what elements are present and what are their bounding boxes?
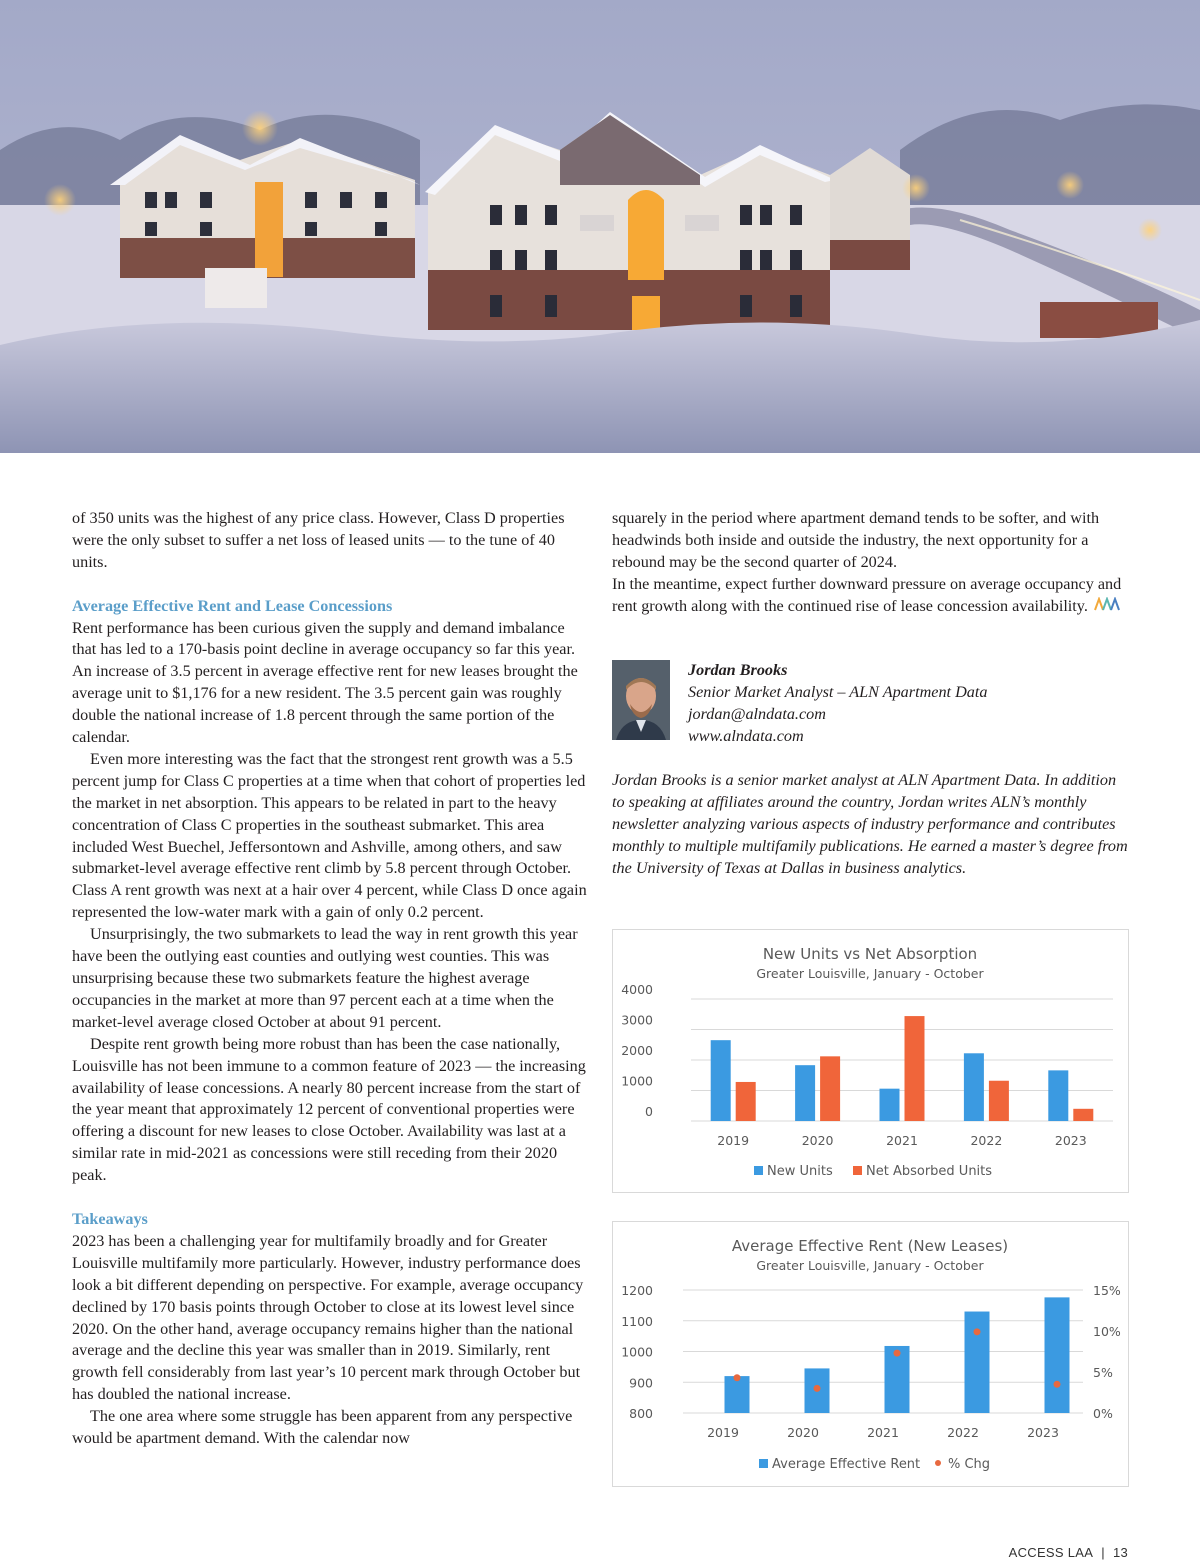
chart2-title: Average Effective Rent (New Leases) (731, 1237, 1009, 1255)
hero-photo (0, 0, 1200, 453)
bar-average-effective-rent-2019 (725, 1376, 750, 1413)
author-bio: Jordan Brooks is a senior market analyst at ALN Apartment Data. In addition to speaking at affiliates around the country, Jordan writes ALN’s monthly newsletter analyzing various aspects of industry performance and contributes monthly to multiple multifamily publications. He earned a master’s degree from the University of Texas at Dallas in business analytics. (612, 771, 1128, 877)
x-tick-label: 2020 (801, 1133, 834, 1148)
bar-new-units-2019 (711, 1040, 731, 1121)
x-tick-label: 2022 (947, 1425, 979, 1440)
y-left-tick-label: 800 (629, 1406, 653, 1421)
point-pct-chg-2021 (894, 1350, 901, 1357)
y-right-tick-label: 15% (1093, 1283, 1121, 1298)
paragraph-text: In the meantime, expect further downward pressure on average occupancy and rent growth along with the continued rise of lease concession availability. (612, 574, 1122, 615)
publication-name: ACCESS LAA (1008, 1545, 1094, 1560)
chart-average-effective-rent (612, 1221, 1129, 1487)
legend-average-effective-rent: Average Effective Rent (772, 1457, 921, 1472)
bar-new-units-2021 (880, 1089, 900, 1121)
paragraph (72, 1034, 590, 1187)
legend-swatch-net-absorbed-units (853, 1166, 862, 1175)
paragraph (612, 574, 1132, 618)
author-headshot (612, 660, 670, 740)
bar-average-effective-rent-2023 (1045, 1297, 1070, 1413)
paragraph-text: Despite rent growth being more robust than has been the case nationally, Louisville has not been immune to a common feature of 2023 — the increasing availability of lease concessions. A nearly 80 percent increase from the start of the year meant that approximately 12 percent of conventional properties were offering a discount for new leases to close October. Availability was last at a similar rate in mid-2021 as concessions were still receding from their 2020 peak. (72, 1034, 586, 1185)
chart1-svg (613, 930, 1128, 1192)
legend-new-units: New Units (767, 1164, 833, 1179)
y-tick-label: 3000 (621, 1012, 653, 1028)
chart2-subtitle: Greater Louisville, January - October (756, 1258, 984, 1273)
x-tick-label: 2019 (717, 1133, 750, 1148)
y-left-tick-label: 900 (629, 1375, 653, 1391)
x-tick-label: 2019 (707, 1425, 739, 1440)
paragraph-text: The one area where some struggle has been apparent from any perspective would be apartment demand. With the calendar now (72, 1407, 573, 1448)
y-tick-label: 0 (645, 1104, 653, 1119)
bar-net-absorbed-units-2019 (736, 1082, 756, 1121)
footer-separator: | (1101, 1545, 1105, 1560)
paragraph-text: Unsurprisingly, the two submarkets to lead the way in rent growth this year have been the outlying east counties and outlying west counties. This was unsurprising because these two submarkets feature the highest average occupancies in the market at more than 97 percent each at a time when the market-level average closed October at about 91 percent. (72, 925, 578, 1031)
legend-swatch-pct-chg (935, 1460, 941, 1466)
bar-new-units-2020 (795, 1065, 815, 1121)
point-pct-chg-2022 (974, 1328, 981, 1335)
legend-swatch-new-units (754, 1166, 763, 1175)
bar-new-units-2023 (1048, 1070, 1068, 1121)
section-heading: Takeaways (72, 1209, 148, 1228)
paragraph (72, 749, 590, 924)
bar-average-effective-rent-2022 (965, 1312, 990, 1413)
chart1-title: New Units vs Net Absorption (762, 945, 978, 963)
author-name: Jordan Brooks (688, 661, 788, 679)
bar-new-units-2022 (964, 1053, 984, 1121)
x-tick-label: 2020 (787, 1425, 819, 1440)
paragraph: of 350 units was the highest of any price class. However, Class D properties were the only subset to suffer a net loss of leased units — to the tune of 40 units. (72, 509, 565, 571)
point-pct-chg-2023 (1054, 1381, 1061, 1388)
y-right-tick-label: 5% (1093, 1365, 1113, 1380)
author-info (688, 660, 987, 748)
section-heading: Average Effective Rent and Lease Concessions (72, 596, 393, 615)
y-tick-label: 4000 (621, 982, 653, 997)
y-left-tick-label: 1200 (621, 1283, 653, 1298)
laa-logo-icon (1094, 596, 1120, 618)
y-left-tick-label: 1000 (621, 1344, 653, 1360)
paragraph: 2023 has been a challenging year for multifamily broadly and for Greater Louisville multifamily more particularly. However, industry performance does look a bit different depending on perspective. For example, average occupancy declined by 170 basis points through October to close at its lowest level since 2020. On the other hand, average occupancy remains higher than the national average and the decline this year was smaller than in 2019. Similarly, rent growth fell considerably from last year’s 10 percent mark through October but has doubled the national increase. (72, 1231, 584, 1404)
bar-net-absorbed-units-2021 (905, 1016, 925, 1121)
y-left-tick-label: 1100 (621, 1313, 653, 1329)
point-pct-chg-2019 (734, 1374, 741, 1381)
x-tick-label: 2023 (1054, 1133, 1087, 1148)
snowy-apartment-scene (0, 0, 1200, 453)
bar-net-absorbed-units-2022 (989, 1081, 1009, 1121)
x-tick-label: 2023 (1027, 1425, 1059, 1440)
chart2-svg (613, 1222, 1128, 1486)
y-right-tick-label: 10% (1093, 1324, 1121, 1339)
point-pct-chg-2020 (814, 1385, 821, 1392)
paragraph: Rent performance has been curious given the supply and demand imbalance that has led to a 170-basis point decline in average occupancy so far this year. An increase of 3.5 percent in average effective rent for new leases brought the average unit to $1,176 for a new resident. The 3.5 percent gain was roughly double the national increase of 1.8 percent through the same portion of the calendar. (72, 618, 578, 747)
y-right-tick-label: 0% (1093, 1406, 1113, 1421)
left-column (72, 508, 590, 1450)
chart-new-units-vs-net-absorption (612, 929, 1129, 1193)
legend-pct-chg: % Chg (948, 1457, 991, 1472)
paragraph (72, 1406, 590, 1450)
chart1-subtitle: Greater Louisville, January - October (756, 966, 984, 981)
x-tick-label: 2022 (970, 1133, 1003, 1148)
bar-net-absorbed-units-2020 (820, 1056, 840, 1121)
y-tick-label: 2000 (621, 1043, 653, 1058)
paragraph-text: Even more interesting was the fact that the strongest rent growth was a 5.5 percent jump for Class C properties at a time when that cohort of properties led the market in net absorption. This appears to be related in part to the heavy concentration of Class C properties in the southeast submarket. This area included West Buechel, Jeffersontown and Ashville, among others, and saw submarket-level average effective rent climb by 5.8 percent through October. Class A rent growth was next at a hair over 4 percent, while Class D once again represented the low-water mark with a gain of only 0.2 percent. (72, 749, 587, 922)
author-website[interactable]: www.alndata.com (688, 726, 804, 745)
paragraph (72, 924, 590, 1034)
right-column (612, 508, 1132, 618)
author-title: Senior Market Analyst – ALN Apartment Data (688, 682, 988, 701)
legend-swatch-average-effective-rent (759, 1459, 768, 1468)
bar-net-absorbed-units-2023 (1073, 1109, 1093, 1121)
author-email[interactable]: jordan@alndata.com (688, 704, 826, 723)
x-tick-label: 2021 (867, 1425, 899, 1440)
y-tick-label: 1000 (621, 1073, 653, 1089)
legend-net-absorbed-units: Net Absorbed Units (866, 1164, 993, 1179)
page-number: 13 (1112, 1545, 1128, 1560)
x-tick-label: 2021 (886, 1133, 918, 1148)
paragraph: squarely in the period where apartment demand tends to be softer, and with headwinds both inside and outside the industry, the next opportunity for a rebound may be the second quarter of 2024. (612, 509, 1100, 571)
author-block (612, 660, 1132, 745)
